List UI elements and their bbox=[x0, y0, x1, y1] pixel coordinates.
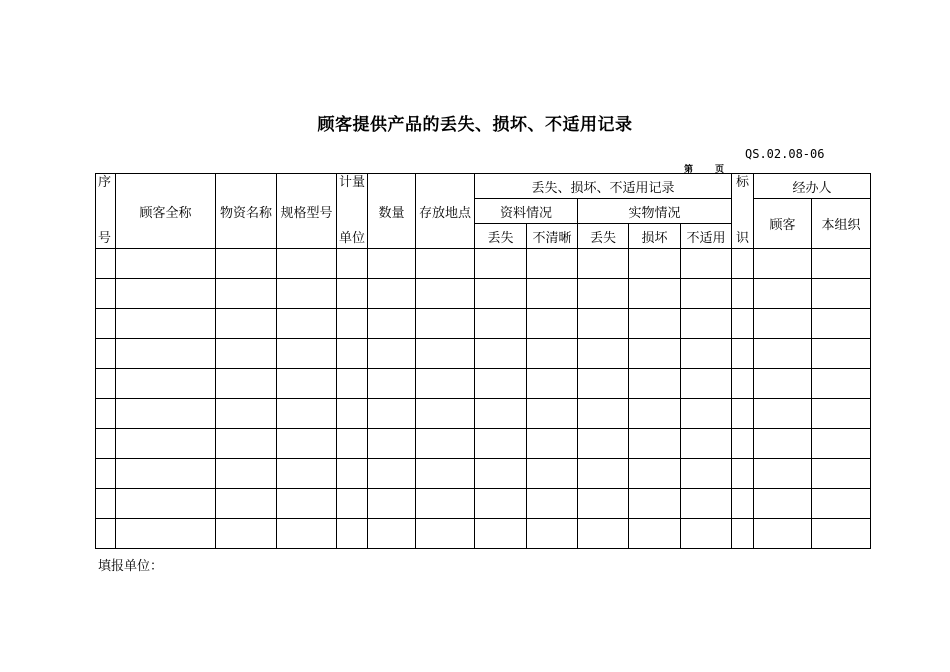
table-cell bbox=[416, 249, 475, 279]
table-cell bbox=[475, 429, 527, 459]
header-handler-org: 本组织 bbox=[812, 199, 871, 249]
table-cell bbox=[475, 399, 527, 429]
header-storage-location: 存放地点 bbox=[416, 174, 475, 249]
table-cell bbox=[277, 249, 337, 279]
table-cell bbox=[754, 249, 812, 279]
page-di-label: 第 bbox=[684, 165, 694, 175]
table-cell bbox=[96, 309, 116, 339]
header-docs-lost: 丢失 bbox=[475, 224, 527, 249]
table-cell bbox=[475, 279, 527, 309]
table-cell bbox=[629, 399, 681, 429]
table-cell bbox=[732, 279, 754, 309]
table-cell bbox=[337, 399, 368, 429]
table-cell bbox=[681, 249, 732, 279]
table-cell bbox=[475, 489, 527, 519]
table-cell bbox=[754, 309, 812, 339]
table-cell bbox=[216, 309, 277, 339]
header-handler: 经办人 bbox=[754, 174, 871, 199]
table-cell bbox=[96, 369, 116, 399]
table-cell bbox=[96, 399, 116, 429]
table-cell bbox=[368, 519, 416, 549]
table-cell bbox=[629, 309, 681, 339]
table-row bbox=[96, 399, 871, 429]
table-cell bbox=[578, 519, 629, 549]
header-customer-name: 顾客全称 bbox=[116, 174, 216, 249]
table-cell bbox=[527, 489, 578, 519]
table-cell bbox=[578, 249, 629, 279]
table-row bbox=[96, 249, 871, 279]
table-cell bbox=[754, 489, 812, 519]
table-cell bbox=[277, 519, 337, 549]
table-cell bbox=[732, 309, 754, 339]
table-cell bbox=[527, 459, 578, 489]
reporting-unit-label: 填报单位： bbox=[98, 559, 164, 574]
table-cell bbox=[416, 399, 475, 429]
table-cell bbox=[812, 309, 871, 339]
table-cell bbox=[527, 309, 578, 339]
table-cell bbox=[681, 339, 732, 369]
table-cell bbox=[96, 519, 116, 549]
table-cell bbox=[337, 519, 368, 549]
table-cell bbox=[754, 429, 812, 459]
table-cell bbox=[629, 249, 681, 279]
table-cell bbox=[527, 339, 578, 369]
table-cell bbox=[754, 519, 812, 549]
table-cell bbox=[116, 459, 216, 489]
table-cell bbox=[116, 399, 216, 429]
table-cell bbox=[368, 429, 416, 459]
table-cell bbox=[216, 489, 277, 519]
table-cell bbox=[578, 309, 629, 339]
table-cell bbox=[96, 489, 116, 519]
table-cell bbox=[475, 339, 527, 369]
table-cell bbox=[812, 399, 871, 429]
page-title: 顾客提供产品的丢失、损坏、不适用记录 bbox=[317, 115, 633, 135]
table-cell bbox=[368, 279, 416, 309]
table-body bbox=[96, 249, 871, 549]
table-cell bbox=[475, 519, 527, 549]
table-cell bbox=[337, 249, 368, 279]
table-cell bbox=[337, 459, 368, 489]
header-docs-unclear: 不清晰 bbox=[527, 224, 578, 249]
table-cell bbox=[527, 249, 578, 279]
table-cell bbox=[812, 489, 871, 519]
table-cell bbox=[475, 459, 527, 489]
table-cell bbox=[629, 519, 681, 549]
table-cell bbox=[812, 459, 871, 489]
table-cell bbox=[629, 369, 681, 399]
header-mark: 标 识 bbox=[732, 174, 754, 249]
table-cell bbox=[754, 459, 812, 489]
table-cell bbox=[812, 369, 871, 399]
table-cell bbox=[216, 249, 277, 279]
table-cell bbox=[116, 309, 216, 339]
header-seq: 序 号 bbox=[96, 174, 116, 249]
table-row bbox=[96, 279, 871, 309]
table-cell bbox=[578, 429, 629, 459]
table-cell bbox=[812, 429, 871, 459]
table-cell bbox=[277, 489, 337, 519]
table-cell bbox=[812, 279, 871, 309]
table-cell bbox=[116, 519, 216, 549]
header-quantity: 数量 bbox=[368, 174, 416, 249]
table-cell bbox=[681, 459, 732, 489]
table-cell bbox=[337, 369, 368, 399]
table-cell bbox=[116, 279, 216, 309]
table-cell bbox=[681, 489, 732, 519]
table-cell bbox=[277, 429, 337, 459]
table-cell bbox=[368, 369, 416, 399]
table-cell bbox=[368, 339, 416, 369]
table-cell bbox=[732, 339, 754, 369]
table-row bbox=[96, 339, 871, 369]
page-ye-label: 页 bbox=[715, 165, 725, 175]
table-cell bbox=[416, 279, 475, 309]
table-cell bbox=[416, 459, 475, 489]
table-cell bbox=[416, 339, 475, 369]
table-cell bbox=[629, 279, 681, 309]
table-cell bbox=[416, 309, 475, 339]
table-cell bbox=[681, 429, 732, 459]
table-cell bbox=[277, 309, 337, 339]
table-cell bbox=[216, 399, 277, 429]
table-cell bbox=[96, 279, 116, 309]
header-row-1 bbox=[96, 174, 871, 199]
table-cell bbox=[368, 249, 416, 279]
table-cell bbox=[337, 279, 368, 309]
table-cell bbox=[277, 339, 337, 369]
table-cell bbox=[681, 279, 732, 309]
table-cell bbox=[578, 399, 629, 429]
table-cell bbox=[216, 519, 277, 549]
table-cell bbox=[337, 309, 368, 339]
table-cell bbox=[96, 249, 116, 279]
table-cell bbox=[578, 489, 629, 519]
table-cell bbox=[629, 339, 681, 369]
table-cell bbox=[216, 339, 277, 369]
table-cell bbox=[732, 399, 754, 429]
table-cell bbox=[216, 429, 277, 459]
table-cell bbox=[368, 399, 416, 429]
table-cell bbox=[416, 429, 475, 459]
table-cell bbox=[732, 459, 754, 489]
header-record-group: 丢失、损坏、不适用记录 bbox=[475, 174, 732, 199]
table-cell bbox=[527, 369, 578, 399]
table-cell bbox=[116, 489, 216, 519]
table-cell bbox=[754, 399, 812, 429]
header-phys-unsuitable: 不适用 bbox=[681, 224, 732, 249]
table-cell bbox=[416, 489, 475, 519]
table-cell bbox=[732, 519, 754, 549]
table-cell bbox=[812, 339, 871, 369]
table-cell bbox=[368, 459, 416, 489]
table-cell bbox=[277, 459, 337, 489]
table-cell bbox=[732, 429, 754, 459]
table-cell bbox=[416, 369, 475, 399]
header-handler-customer: 顾客 bbox=[754, 199, 812, 249]
table-cell bbox=[527, 279, 578, 309]
header-material-name: 物资名称 bbox=[216, 174, 277, 249]
table-cell bbox=[629, 429, 681, 459]
table-cell bbox=[216, 459, 277, 489]
table-row bbox=[96, 429, 871, 459]
header-phys-lost: 丢失 bbox=[578, 224, 629, 249]
table-cell bbox=[96, 429, 116, 459]
table-cell bbox=[578, 369, 629, 399]
table-cell bbox=[116, 369, 216, 399]
table-cell bbox=[732, 369, 754, 399]
table-cell bbox=[96, 339, 116, 369]
header-unit: 计量 单位 bbox=[337, 174, 368, 249]
table-cell bbox=[681, 399, 732, 429]
table-cell bbox=[732, 249, 754, 279]
record-table bbox=[95, 173, 871, 549]
table-cell bbox=[368, 489, 416, 519]
table-cell bbox=[754, 339, 812, 369]
header-docs-status: 资料情况 bbox=[475, 199, 578, 224]
table-cell bbox=[277, 369, 337, 399]
table-cell bbox=[116, 339, 216, 369]
table-cell bbox=[337, 429, 368, 459]
table-cell bbox=[337, 339, 368, 369]
table-cell bbox=[416, 519, 475, 549]
table-cell bbox=[368, 309, 416, 339]
table-cell bbox=[578, 279, 629, 309]
table-cell bbox=[681, 309, 732, 339]
header-spec-model: 规格型号 bbox=[277, 174, 337, 249]
table-cell bbox=[527, 519, 578, 549]
table-cell bbox=[681, 369, 732, 399]
table-cell bbox=[216, 369, 277, 399]
table-cell bbox=[681, 519, 732, 549]
table-cell bbox=[629, 459, 681, 489]
table-cell bbox=[475, 369, 527, 399]
table-cell bbox=[754, 369, 812, 399]
header-physical-status: 实物情况 bbox=[578, 199, 732, 224]
table-row bbox=[96, 519, 871, 549]
table-cell bbox=[578, 459, 629, 489]
table-cell bbox=[754, 279, 812, 309]
table-cell bbox=[277, 279, 337, 309]
table-row bbox=[96, 459, 871, 489]
table-cell bbox=[116, 249, 216, 279]
table-cell bbox=[812, 249, 871, 279]
table-cell bbox=[475, 249, 527, 279]
table-cell bbox=[732, 489, 754, 519]
table-cell bbox=[277, 399, 337, 429]
document-code: QS.02.08-06 bbox=[745, 147, 825, 161]
table-cell bbox=[216, 279, 277, 309]
table-cell bbox=[475, 309, 527, 339]
table-cell bbox=[812, 519, 871, 549]
table-cell bbox=[578, 339, 629, 369]
table-cell bbox=[527, 399, 578, 429]
table-cell bbox=[527, 429, 578, 459]
table-row bbox=[96, 489, 871, 519]
table-cell bbox=[337, 489, 368, 519]
table-row bbox=[96, 309, 871, 339]
table-row bbox=[96, 369, 871, 399]
header-phys-damaged: 损坏 bbox=[629, 224, 681, 249]
table-cell bbox=[96, 459, 116, 489]
table-cell bbox=[629, 489, 681, 519]
table-cell bbox=[116, 429, 216, 459]
